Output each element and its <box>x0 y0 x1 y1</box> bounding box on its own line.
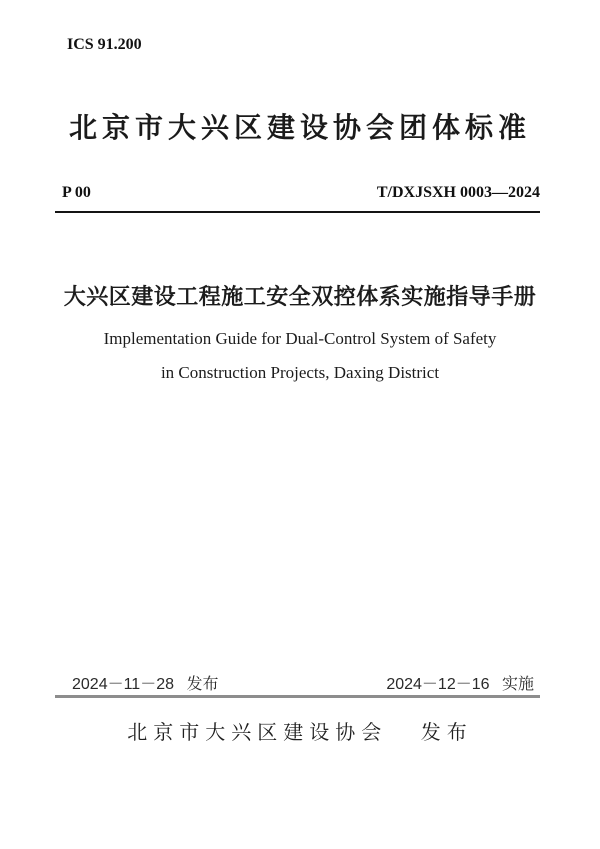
standard-number: T/DXJSXH 0003—2024 <box>376 184 540 201</box>
document-title-english-line2: in Construction Projects, Daxing District <box>160 363 440 382</box>
publisher-row <box>0 716 600 745</box>
publish-action-label: 发布 <box>420 722 473 744</box>
classification-code: P 00 <box>62 184 91 201</box>
publisher-name: 北京市大兴区建设协会 <box>127 722 388 744</box>
issue-date: 2024－11－28 <box>72 676 175 693</box>
association-standard-title: 北京市大兴区建设协会团体标准 <box>68 112 531 143</box>
issue-date-label: 发布 <box>186 676 219 693</box>
code-row <box>55 184 540 202</box>
document-title-chinese: 大兴区建设工程施工安全双控体系实施指导手册 <box>63 284 537 309</box>
document-title-english-line1: Implementation Guide for Dual-Control System of Safety <box>103 329 497 348</box>
header-rule <box>55 211 540 213</box>
implement-date-label: 实施 <box>501 676 534 693</box>
implement-date-group <box>386 671 540 694</box>
ics-code: ICS 91.200 <box>67 36 142 53</box>
date-row <box>55 671 540 694</box>
footer-rule <box>55 695 540 698</box>
issue-date-group <box>55 671 218 694</box>
implement-date: 2024－12－16 <box>386 676 490 693</box>
